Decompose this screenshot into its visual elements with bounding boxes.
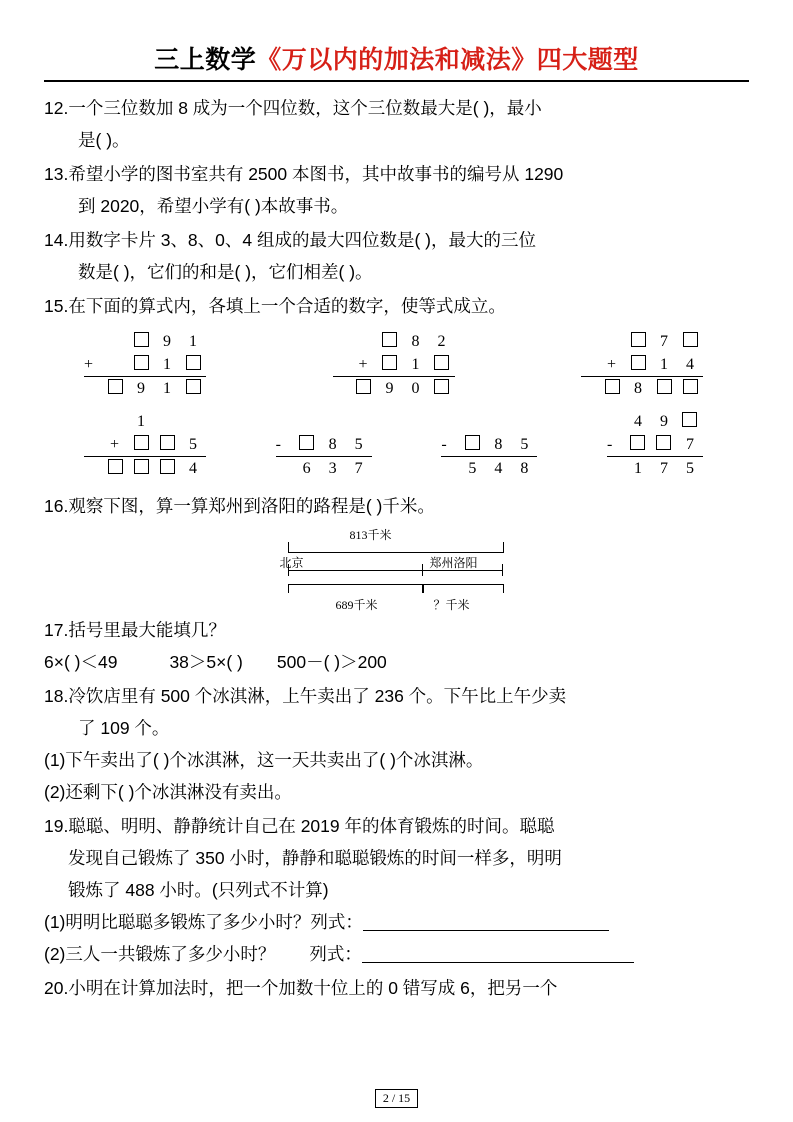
title-part-suffix: 四大题型 — [536, 46, 639, 74]
question-17-expr-1: 6×( )＜49 — [44, 652, 118, 672]
title-part-subject: 三上数学 — [154, 46, 257, 74]
answer-line[interactable] — [362, 962, 634, 963]
vertical-calc-3: 7 + 1 4 8 — [581, 330, 703, 400]
answer-box[interactable] — [160, 435, 175, 450]
diagram-tick-left — [288, 564, 289, 576]
answer-box[interactable] — [683, 379, 698, 394]
title-part-topic: 《万以内的加法和减法》 — [256, 46, 537, 74]
diagram-baseline — [288, 570, 502, 571]
vertical-calc-row-1 — [44, 324, 749, 400]
answer-box[interactable] — [382, 332, 397, 347]
question-17-expressions — [44, 646, 749, 678]
question-19-sub-1 — [44, 906, 749, 938]
answer-box[interactable] — [683, 332, 698, 347]
question-13-line-1: 13.希望小学的图书室共有 2500 本图书，其中故事书的编号从 1290 — [44, 164, 564, 184]
vertical-calc-1: 9 1 + 1 9 1 — [84, 330, 206, 400]
question-12-line-1: 12.一个三位数加 8 成为一个四位数，这个三位数最大是( )，最小 — [44, 98, 542, 118]
answer-box[interactable] — [108, 379, 123, 394]
answer-box[interactable] — [630, 435, 645, 450]
vertical-calc-7: 4 9 - 7 1 7 5 — [607, 410, 703, 480]
answer-box[interactable] — [605, 379, 620, 394]
question-17-expr-2: 38＞5×( ) — [169, 652, 243, 672]
diagram-tick-right — [502, 564, 503, 576]
question-19-line-2: 发现自己锻炼了 350 小时，静静和聪聪锻炼的时间一样多，明明 — [68, 848, 562, 868]
answer-box[interactable] — [186, 379, 201, 394]
answer-box[interactable] — [631, 355, 646, 370]
diagram-top-brace — [288, 542, 504, 553]
vertical-calc-4: 1 + 5 4 — [84, 410, 206, 480]
answer-box[interactable] — [382, 355, 397, 370]
question-19 — [44, 810, 749, 970]
question-13 — [44, 158, 749, 222]
answer-box[interactable] — [682, 412, 697, 427]
answer-line[interactable] — [363, 930, 609, 931]
question-19-sub-1-label: 列式： — [310, 912, 363, 932]
answer-box[interactable] — [657, 379, 672, 394]
question-12 — [44, 92, 749, 156]
diagram-bottom-left-distance: 689千米 — [335, 598, 378, 612]
answer-box[interactable] — [656, 435, 671, 450]
question-17-line-1: 17.括号里最大能填几？ — [44, 620, 226, 640]
question-19-sub-2-text: (2)三人一共锻炼了多少小时？ — [44, 944, 276, 964]
question-15-line-1: 15.在下面的算式内，各填上一个合适的数字，使等式成立。 — [44, 296, 506, 316]
page-number: 2 / 15 — [375, 1089, 418, 1108]
diagram-city-left: 北京 — [279, 556, 304, 570]
vertical-calc-6: - 8 5 5 4 8 — [441, 410, 537, 480]
question-19-sub-2 — [44, 938, 749, 970]
question-20-line-1: 20.小明在计算加法时，把一个加数十位上的 0 错写成 6，把另一个 — [44, 978, 558, 998]
vertical-calc-5: - 8 5 6 3 7 — [276, 410, 372, 480]
answer-box[interactable] — [134, 355, 149, 370]
page-footer — [0, 1089, 793, 1108]
diagram-city-right: 郑州洛阳 — [429, 556, 478, 570]
question-16-line-1: 16.观察下图，算一算郑州到洛阳的路程是( )千米。 — [44, 496, 435, 516]
question-19-sub-1-text: (1)明明比聪聪多锻炼了多少小时？ — [44, 912, 311, 932]
answer-box[interactable] — [160, 459, 175, 474]
answer-box[interactable] — [108, 459, 123, 474]
distance-diagram — [44, 526, 749, 612]
question-14-line-2: 数是( )，它们的和是( )，它们相差( )。 — [78, 262, 373, 282]
question-18-line-1: 18.冷饮店里有 500 个冰淇淋，上午卖出了 236 个。下午比上午少卖 — [44, 686, 567, 706]
page-title — [44, 40, 749, 76]
title-divider — [44, 80, 749, 82]
question-16 — [44, 490, 749, 522]
answer-box[interactable] — [631, 332, 646, 347]
question-20 — [44, 972, 749, 1004]
answer-box[interactable] — [134, 459, 149, 474]
question-18-sub-2: (2)还剩下( )个冰淇淋没有卖出。 — [44, 782, 292, 802]
diagram-tick-middle — [422, 564, 423, 576]
question-19-line-1: 19.聪聪、明明、静静统计自己在 2019 年的体育锻炼的时间。聪聪 — [44, 816, 555, 836]
vertical-calc-row-2 — [44, 400, 749, 480]
answer-box[interactable] — [299, 435, 314, 450]
question-19-sub-2-label: 列式： — [309, 944, 362, 964]
question-15 — [44, 290, 749, 322]
diagram-bottom-right-distance: ？千米 — [433, 598, 470, 612]
question-17-expr-3: 500－( )＞200 — [276, 652, 387, 672]
answer-box[interactable] — [186, 355, 201, 370]
diagram-top-distance: 813千米 — [349, 528, 392, 542]
answer-box[interactable] — [465, 435, 480, 450]
question-18 — [44, 680, 749, 808]
diagram-bottom-left-brace — [288, 584, 424, 593]
answer-box[interactable] — [434, 379, 449, 394]
vertical-calc-2: 8 2 + 1 9 0 — [333, 330, 455, 400]
diagram-bottom-right-brace — [422, 584, 504, 593]
question-19-line-3: 锻炼了 488 小时。(只列式不计算) — [68, 880, 329, 900]
question-14-line-1: 14.用数字卡片 3、8、0、4 组成的最大四位数是( )，最大的三位 — [44, 230, 536, 250]
question-12-line-2: 是( )。 — [78, 130, 130, 150]
question-14 — [44, 224, 749, 288]
question-18-line-2: 了 109 个。 — [78, 718, 170, 738]
answer-box[interactable] — [134, 435, 149, 450]
answer-box[interactable] — [356, 379, 371, 394]
question-13-line-2: 到 2020，希望小学有( )本故事书。 — [78, 196, 349, 216]
answer-box[interactable] — [434, 355, 449, 370]
question-17 — [44, 614, 749, 678]
question-18-sub-1: (1)下午卖出了( )个冰淇淋，这一天共卖出了( )个冰淇淋。 — [44, 750, 484, 770]
answer-box[interactable] — [134, 332, 149, 347]
